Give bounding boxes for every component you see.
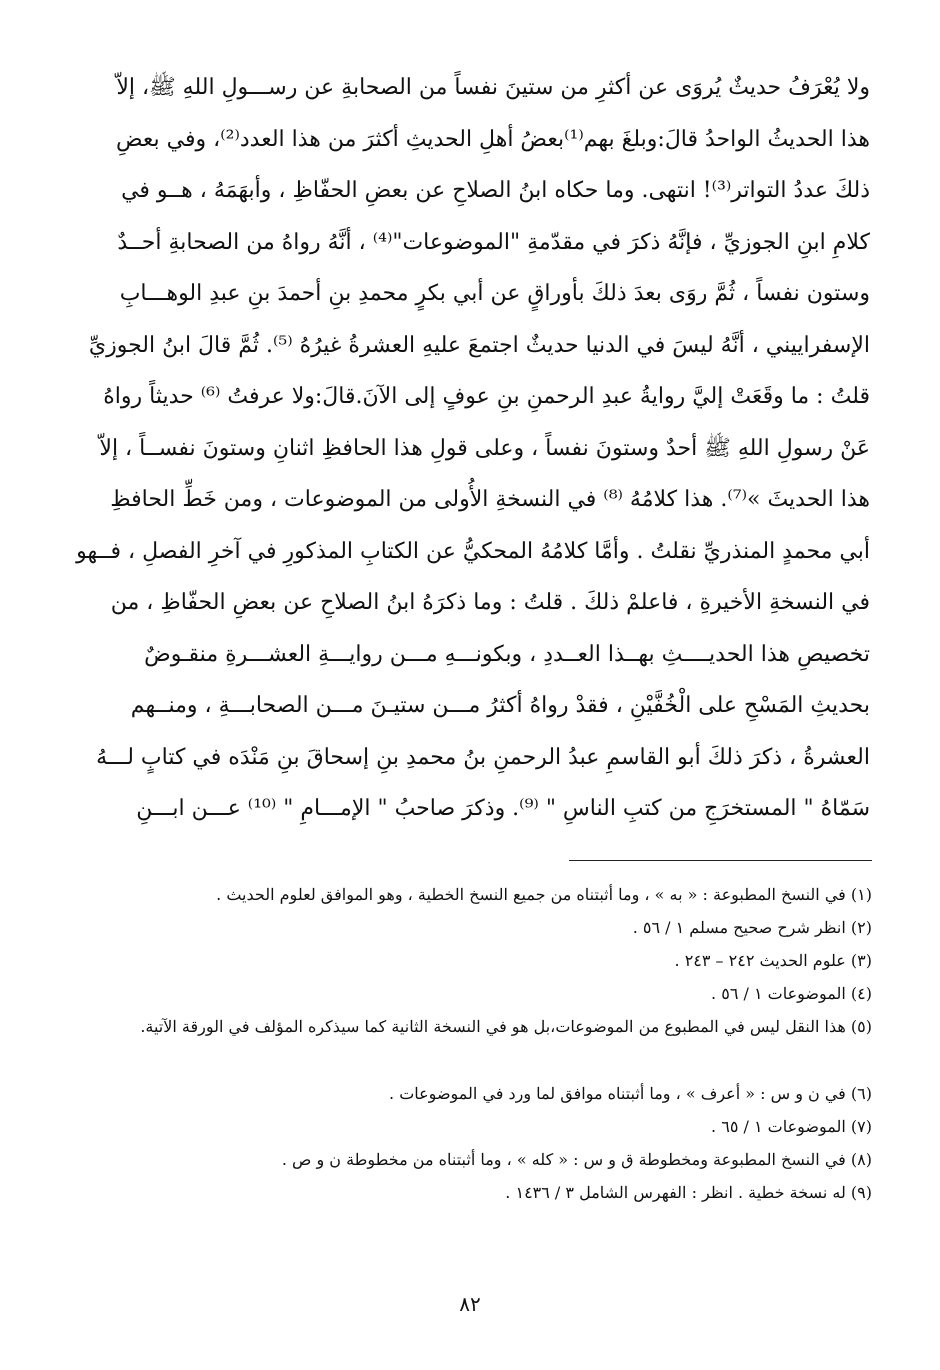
text-line: ولا يُعْرَفُ حديثٌ يُروَى عن أكثرِ من ستينَ نفساً من الصحابةِ عن رســـولِ اللهِ ﷺ، إلاّ bbox=[116, 75, 870, 100]
text-line: تخصيصِ هذا الحديــــثِ بهــذا العــددِ ، وبكونـــهِ مـــن روايـــةِ العشـــرةِ منقـوضٌ bbox=[144, 641, 870, 667]
footnote-5: (٥) هذا النقل ليس في المطبوع من الموضوعات،بل هو في النسخة الثانية كما سيذكره المؤلف في الورقة الآتية. bbox=[140, 1017, 872, 1036]
text-line: هذا الحديثَ »⁽⁷⁾. هذا كلامُهُ ⁽⁸⁾ في النسخةِ الأُولى من الموضوعات ، ومن خَطِّ الحافظِ bbox=[110, 487, 870, 512]
footnote-separator bbox=[569, 860, 872, 861]
footnote-7: (٧) الموضوعات ١ / ٦٥ . bbox=[711, 1117, 872, 1136]
text-line: ذلكَ عددُ التواتر⁽³⁾! انتهى. وما حكاه ابنُ الصلاحِ عن بعضِ الحفّاظِ ، وأبهَمَهُ ، هــو في bbox=[121, 178, 870, 203]
text-line: قلتُ : ما وقَعَتْ إليَّ روايةُ عبدِ الرحمنِ بنِ عوفٍ إلى الآنَ.قالَ:ولا عرفتُ ⁽⁶⁾ حديثاً رواهُ bbox=[103, 384, 870, 409]
text-line: العشرةُ ، ذكرَ ذلكَ أبو القاسمِ عبدُ الرحمنِ بنُ محمدِ بنِ إسحاقَ بنِ مَنْدَه في كتابٍ لـــهُ bbox=[96, 744, 870, 770]
text-line: كلامِ ابنِ الجوزيِّ ، فإنَّهُ ذكرَ في مقدّمةِ "الموضوعات"⁽⁴⁾ ، أنَّهُ رواهُ من الصحابةِ أحــدٌ bbox=[117, 229, 870, 255]
footnote-3: (٣) علوم الحديث ٢٤٢ – ٢٤٣ . bbox=[674, 951, 872, 970]
main-text bbox=[68, 62, 870, 835]
page-number: ٨٢ bbox=[459, 1292, 481, 1316]
footnote-2: (٢) انظر شرح صحيح مسلم ١ / ٥٦ . bbox=[632, 918, 872, 937]
footnote-4: (٤) الموضوعات ١ / ٥٦ . bbox=[711, 984, 872, 1003]
text-line: بحديثِ المَسْحِ على الْخُفَّيْنِ ، فقدْ رواهُ أكثرُ مـــن ستيـنَ مـــن الصحابـــةِ ، ومنــهم bbox=[130, 693, 870, 718]
text-line: هذا الحديثُ الواحدُ قالَ:وبلغَ بهم⁽¹⁾بعضُ أهلِ الحديثِ أكثرَ من هذا العدد⁽²⁾، وفي بعضِ bbox=[115, 126, 870, 152]
text-line: الإسفراييني ، أنَّهُ ليسَ في الدنيا حديثٌ اجتمعَ عليهِ العشرةُ غيرُهُ ⁽⁵⁾. ثُمَّ قالَ ابنُ الجوزيِّ bbox=[88, 332, 870, 358]
text-line: وستون نفساً ، ثُمَّ روَى بعدَ ذلكَ بأوراقٍ عن أبي بكرٍ محمدِ بنِ أحمدَ بنِ عبدِ الوهـــابِ bbox=[119, 281, 870, 306]
footnote-gap bbox=[60, 1043, 872, 1077]
text-line: في النسخةِ الأخيرةِ ، فاعلمْ ذلكَ . قلتُ : وما ذكرَهُ ابنُ الصلاحِ عن بعضِ الحفّاظِ ، من bbox=[110, 590, 870, 615]
footnotes bbox=[60, 878, 872, 1209]
text-line: سَمّاهُ " المستخرَجِ من كتبِ الناسِ " ⁽⁹⁾. وذكرَ صاحبُ " الإمـــامِ " ⁽¹⁰⁾ عـــن ابـــنِ bbox=[136, 796, 870, 821]
footnote-1: (١) في النسخ المطبوعة : « به » ، وما أثبتناه من جميع النسخ الخطية ، وهو الموافق لعلوم الحديث . bbox=[216, 885, 872, 904]
text-line: أبي محمدٍ المنذريِّ نقلتُ . وأمَّا كلامُهُ المحكيُّ عن الكتابِ المذكورِ في آخرِ الفصلِ ، فــهو bbox=[76, 538, 870, 564]
footnote-9: (٩) له نسخة خطية . انظر : الفهرس الشامل ٣ / ١٤٣٦ . bbox=[505, 1183, 872, 1202]
footnote-6: (٦) في ن و س : « أعرف » ، وما أثبتناه موافق لما ورد في الموضوعات . bbox=[389, 1084, 872, 1103]
text-line: عَنْ رسولِ اللهِ ﷺ أحدٌ وستونَ نفساً ، وعلى قولِ هذا الحافظِ اثنانِ وستونَ نفســاً ، إلاّ bbox=[99, 435, 870, 461]
footnote-8: (٨) في النسخ المطبوعة ومخطوطة ق و س : « كله » ، وما أثبتناه من مخطوطة ن و ص . bbox=[281, 1150, 872, 1169]
